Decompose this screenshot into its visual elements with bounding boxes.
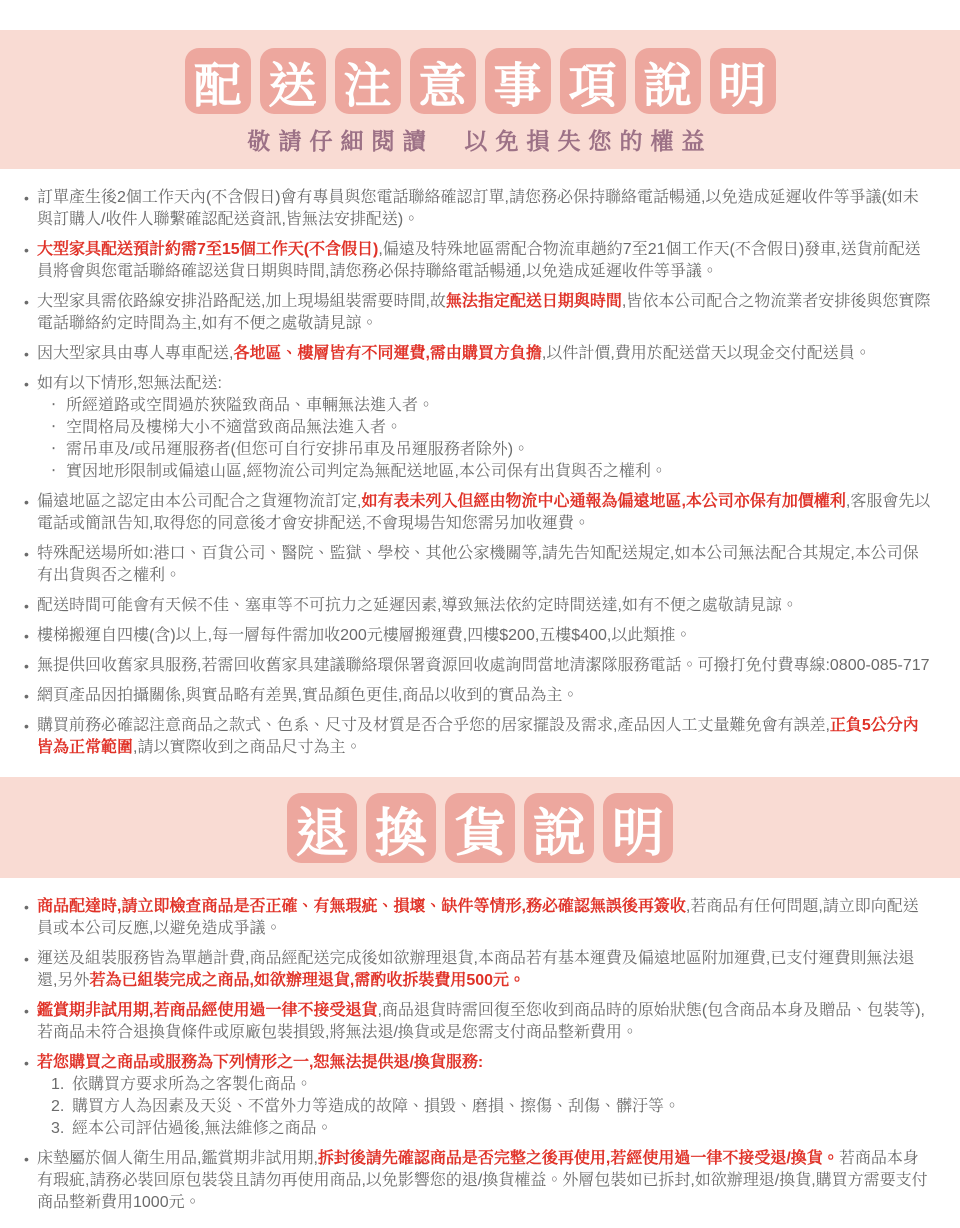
bullet-dot: • xyxy=(24,718,29,734)
bullet-item xyxy=(24,896,934,940)
item-text xyxy=(37,655,934,677)
bullet-dot: • xyxy=(24,494,29,510)
bullet-item xyxy=(24,1052,934,1140)
sub-item xyxy=(51,461,934,483)
highlight-text: 若為已組裝完成之商品,如欲辦理退貨,需酌收拆裝費用500元。 xyxy=(89,972,526,989)
body-text: 訂單產生後2個工作天內(不含假日)會有專員與您電話聯絡確認訂單,請您務必保持聯絡電話暢通,以免造成延遲收件等爭議(如未與訂購人/收件人聯繫確認配送資訊,皆無法安排配送)。 xyxy=(37,189,919,228)
bullet-dot: • xyxy=(24,294,29,310)
highlight-text: 鑑賞期非試用期,若商品經使用過一律不接受退貨 xyxy=(37,1002,378,1019)
item-text xyxy=(37,715,934,759)
body-text: 大型家具需依路線安排沿路配送,加上現場組裝需要時間,故 xyxy=(37,293,446,310)
body-text: ,以件計價,費用於配送當天以現金交付配送員。 xyxy=(541,345,871,362)
title-char-box: 明 xyxy=(603,793,673,863)
sub-item-marker: ‧ xyxy=(51,419,57,436)
sub-item-marker: ‧ xyxy=(51,441,57,458)
sub-item-text: 實因地形限制或偏遠山區,經物流公司判定為無配送地區,本公司保有出貨與否之權利。 xyxy=(66,463,667,480)
item-text xyxy=(37,595,934,617)
bullet-dot: • xyxy=(24,1055,29,1071)
sub-item xyxy=(51,1074,934,1096)
body-text: ,若商品有任何問題,請立即向配送員或本公司反應,以避免造成爭議。 xyxy=(37,898,919,937)
highlight-text: 如有表未列入但經由物流中心通報為偏遠地區,本公司亦保有加價權利 xyxy=(361,493,846,510)
sub-item xyxy=(51,1096,934,1118)
item-text xyxy=(37,373,934,483)
sub-item-marker: 2. xyxy=(51,1098,65,1115)
sub-item-text: 依購買方要求所為之客製化商品。 xyxy=(72,1076,313,1093)
delivery-notes-list xyxy=(0,169,960,773)
title-char-box: 注 xyxy=(335,48,401,114)
bullet-item xyxy=(24,655,934,677)
bullet-item xyxy=(24,1148,934,1214)
bullet-dot: • xyxy=(24,1151,29,1167)
item-text xyxy=(37,685,934,707)
bullet-dot: • xyxy=(24,546,29,562)
title-char-box: 說 xyxy=(635,48,701,114)
item-text xyxy=(37,291,934,335)
notice-document xyxy=(0,30,960,1228)
body-text: 購買前務必確認注意商品之款式、色系、尺寸及材質是否合乎您的居家擺設及需求,產品因人工丈量難免會有誤差, xyxy=(37,717,830,734)
body-text: ,商品退貨時需回復至您收到商品時的原始狀態(包含商品本身及贈品、包裝等),若商品未符合退換貨條件或原廠包裝損毀,將無法退/換貨或是您需支付商品整新費用。 xyxy=(37,1002,926,1041)
sub-item-text: 購買方人為因素及天災、不當外力等造成的故障、損毀、磨損、擦傷、刮傷、髒汙等。 xyxy=(72,1098,681,1115)
body-text: 若商品本身有瑕疵,請務必裝回原包裝袋且請勿再使用商品,以免影響您的退/換貨權益。外層包裝如已拆封,如欲辦理退/換貨,購買方需要支付商品整新費用1000元。 xyxy=(37,1150,928,1211)
item-text xyxy=(37,187,934,231)
item-text xyxy=(37,1000,934,1044)
sub-item-marker: 1. xyxy=(51,1076,65,1093)
title-char-box: 送 xyxy=(260,48,326,114)
bullet-dot: • xyxy=(24,190,29,206)
section xyxy=(0,30,960,773)
bullet-item xyxy=(24,543,934,587)
highlight-text: 若您購買之商品或服務為下列情形之一,恕無法提供退/換貨服務: xyxy=(37,1054,484,1071)
bullet-item xyxy=(24,715,934,759)
delivery-title-banner xyxy=(0,30,960,169)
bullet-item xyxy=(24,595,934,617)
body-text: 樓梯搬運自四樓(含)以上,每一層每件需加收200元樓層搬運費,四樓$200,五樓$400,以此類推。 xyxy=(37,627,692,644)
sub-item xyxy=(51,417,934,439)
highlight-text: 各地區、樓層皆有不同運費,需由購買方負擔 xyxy=(233,345,542,362)
sub-item-text: 經本公司評估過後,無法維修之商品。 xyxy=(72,1120,333,1137)
sub-item xyxy=(51,1118,934,1140)
bullet-dot: • xyxy=(24,346,29,362)
title-char-box: 換 xyxy=(366,793,436,863)
bullet-dot: • xyxy=(24,688,29,704)
sub-item-marker: ‧ xyxy=(51,397,57,414)
bullet-item xyxy=(24,491,934,535)
bullet-item xyxy=(24,239,934,283)
bullet-item xyxy=(24,187,934,231)
item-text xyxy=(37,1148,934,1214)
body-text: 運送及組裝服務皆為單趟計費,商品經配送完成後如欲辦理退貨,本商品若有基本運費及偏遠地區附加運費,已支付運費則無法退還,另外 xyxy=(37,950,915,989)
body-text: 因大型家具由專人專車配送, xyxy=(37,345,234,362)
body-text: 配送時間可能會有天候不佳、塞車等不可抗力之延遲因素,導致無法依約定時間送達,如有不便之處敬請見諒。 xyxy=(37,597,798,614)
item-text xyxy=(37,896,934,940)
bullet-item xyxy=(24,948,934,992)
body-text: ,客服會先以電話或簡訊告知,取得您的同意後才會安排配送,不會現場告知您需另加收運費。 xyxy=(37,493,931,532)
highlight-text: 正負5公分內皆為正常範圍 xyxy=(37,717,919,756)
section xyxy=(0,777,960,1228)
item-text xyxy=(37,343,934,365)
body-text: 偏遠地區之認定由本公司配合之貨運物流訂定, xyxy=(37,493,362,510)
delivery-title-row xyxy=(0,48,960,114)
item-text xyxy=(37,491,934,535)
bullet-item xyxy=(24,373,934,483)
return-title-banner xyxy=(0,777,960,878)
item-text xyxy=(37,543,934,587)
delivery-subtitle: 敬請仔細閱讀 以免損失您的權益 xyxy=(247,128,713,154)
title-char-box: 明 xyxy=(710,48,776,114)
bullet-item xyxy=(24,685,934,707)
title-char-box: 退 xyxy=(287,793,357,863)
item-text xyxy=(37,948,934,992)
bullet-item xyxy=(24,291,934,335)
sub-item-marker: ‧ xyxy=(51,463,57,480)
body-text: 床墊屬於個人衛生用品,鑑賞期非試用期, xyxy=(37,1150,318,1167)
bullet-dot: • xyxy=(24,899,29,915)
sub-item-text: 所經道路或空間過於狹隘致商品、車輛無法進入者。 xyxy=(66,397,435,414)
bullet-dot: • xyxy=(24,628,29,644)
bullet-item xyxy=(24,343,934,365)
highlight-text: 商品配達時,請立即檢查商品是否正確、有無瑕疵、損壞、缺件等情形,務必確認無誤後再簽收 xyxy=(37,898,686,915)
highlight-text: 無法指定配送日期與時間 xyxy=(445,293,622,310)
sub-item xyxy=(51,395,934,417)
bullet-dot: • xyxy=(24,598,29,614)
body-text: ,偏遠及特殊地區需配合物流車趟約7至21個工作天(不含假日)發車,送貨前配送員將會與您電話聯絡確認送貨日期與時間,請您務必保持聯絡電話暢通,以免造成延遲收件等爭議。 xyxy=(37,241,921,280)
title-char-box: 貨 xyxy=(445,793,515,863)
body-text: ,皆依本公司配合之物流業者安排後與您實際電話聯絡約定時間為主,如有不便之處敬請見諒。 xyxy=(37,293,931,332)
sub-item-marker: 3. xyxy=(51,1120,65,1137)
highlight-text: 拆封後請先確認商品是否完整之後再使用,若經使用過一律不接受退/換貨。 xyxy=(317,1150,839,1167)
sub-item-text: 空間格局及樓梯大小不適當致商品無法進入者。 xyxy=(66,419,403,436)
highlight-text: 大型家具配送預計約需7至15個工作天(不含假日) xyxy=(37,241,379,258)
bullet-dot: • xyxy=(24,1003,29,1019)
body-text: ,請以實際收到之商品尺寸為主。 xyxy=(133,739,362,756)
bullet-dot: • xyxy=(24,951,29,967)
body-text: 如有以下情形,恕無法配送: xyxy=(37,375,222,392)
sub-item xyxy=(51,439,934,461)
title-char-box: 事 xyxy=(485,48,551,114)
bullet-item xyxy=(24,625,934,647)
title-char-box: 項 xyxy=(560,48,626,114)
item-text xyxy=(37,625,934,647)
title-char-box: 說 xyxy=(524,793,594,863)
body-text: 網頁產品因拍攝關係,與實品略有差異,實品顏色更佳,商品以收到的實品為主。 xyxy=(37,687,579,704)
body-text: 特殊配送場所如:港口、百貨公司、醫院、監獄、學校、其他公家機關等,請先告知配送規定,如本公司無法配合其規定,本公司保有出貨與否之權利。 xyxy=(37,545,919,584)
item-text xyxy=(37,239,934,283)
bullet-dot: • xyxy=(24,242,29,258)
return-title-row xyxy=(0,793,960,863)
item-text xyxy=(37,1052,934,1140)
body-text: 無提供回收舊家具服務,若需回收舊家具建議聯絡環保署資源回收處詢問當地清潔隊服務電話。可撥打免付費專線:0800-085-717 xyxy=(37,657,930,674)
bullet-dot: • xyxy=(24,376,29,392)
title-char-box: 配 xyxy=(185,48,251,114)
sub-item-text: 需吊車及/或吊運服務者(但您可自行安排吊車及吊運服務者除外)。 xyxy=(66,441,530,458)
title-char-box: 意 xyxy=(410,48,476,114)
return-notes-list xyxy=(0,878,960,1228)
bullet-dot: • xyxy=(24,658,29,674)
bullet-item xyxy=(24,1000,934,1044)
